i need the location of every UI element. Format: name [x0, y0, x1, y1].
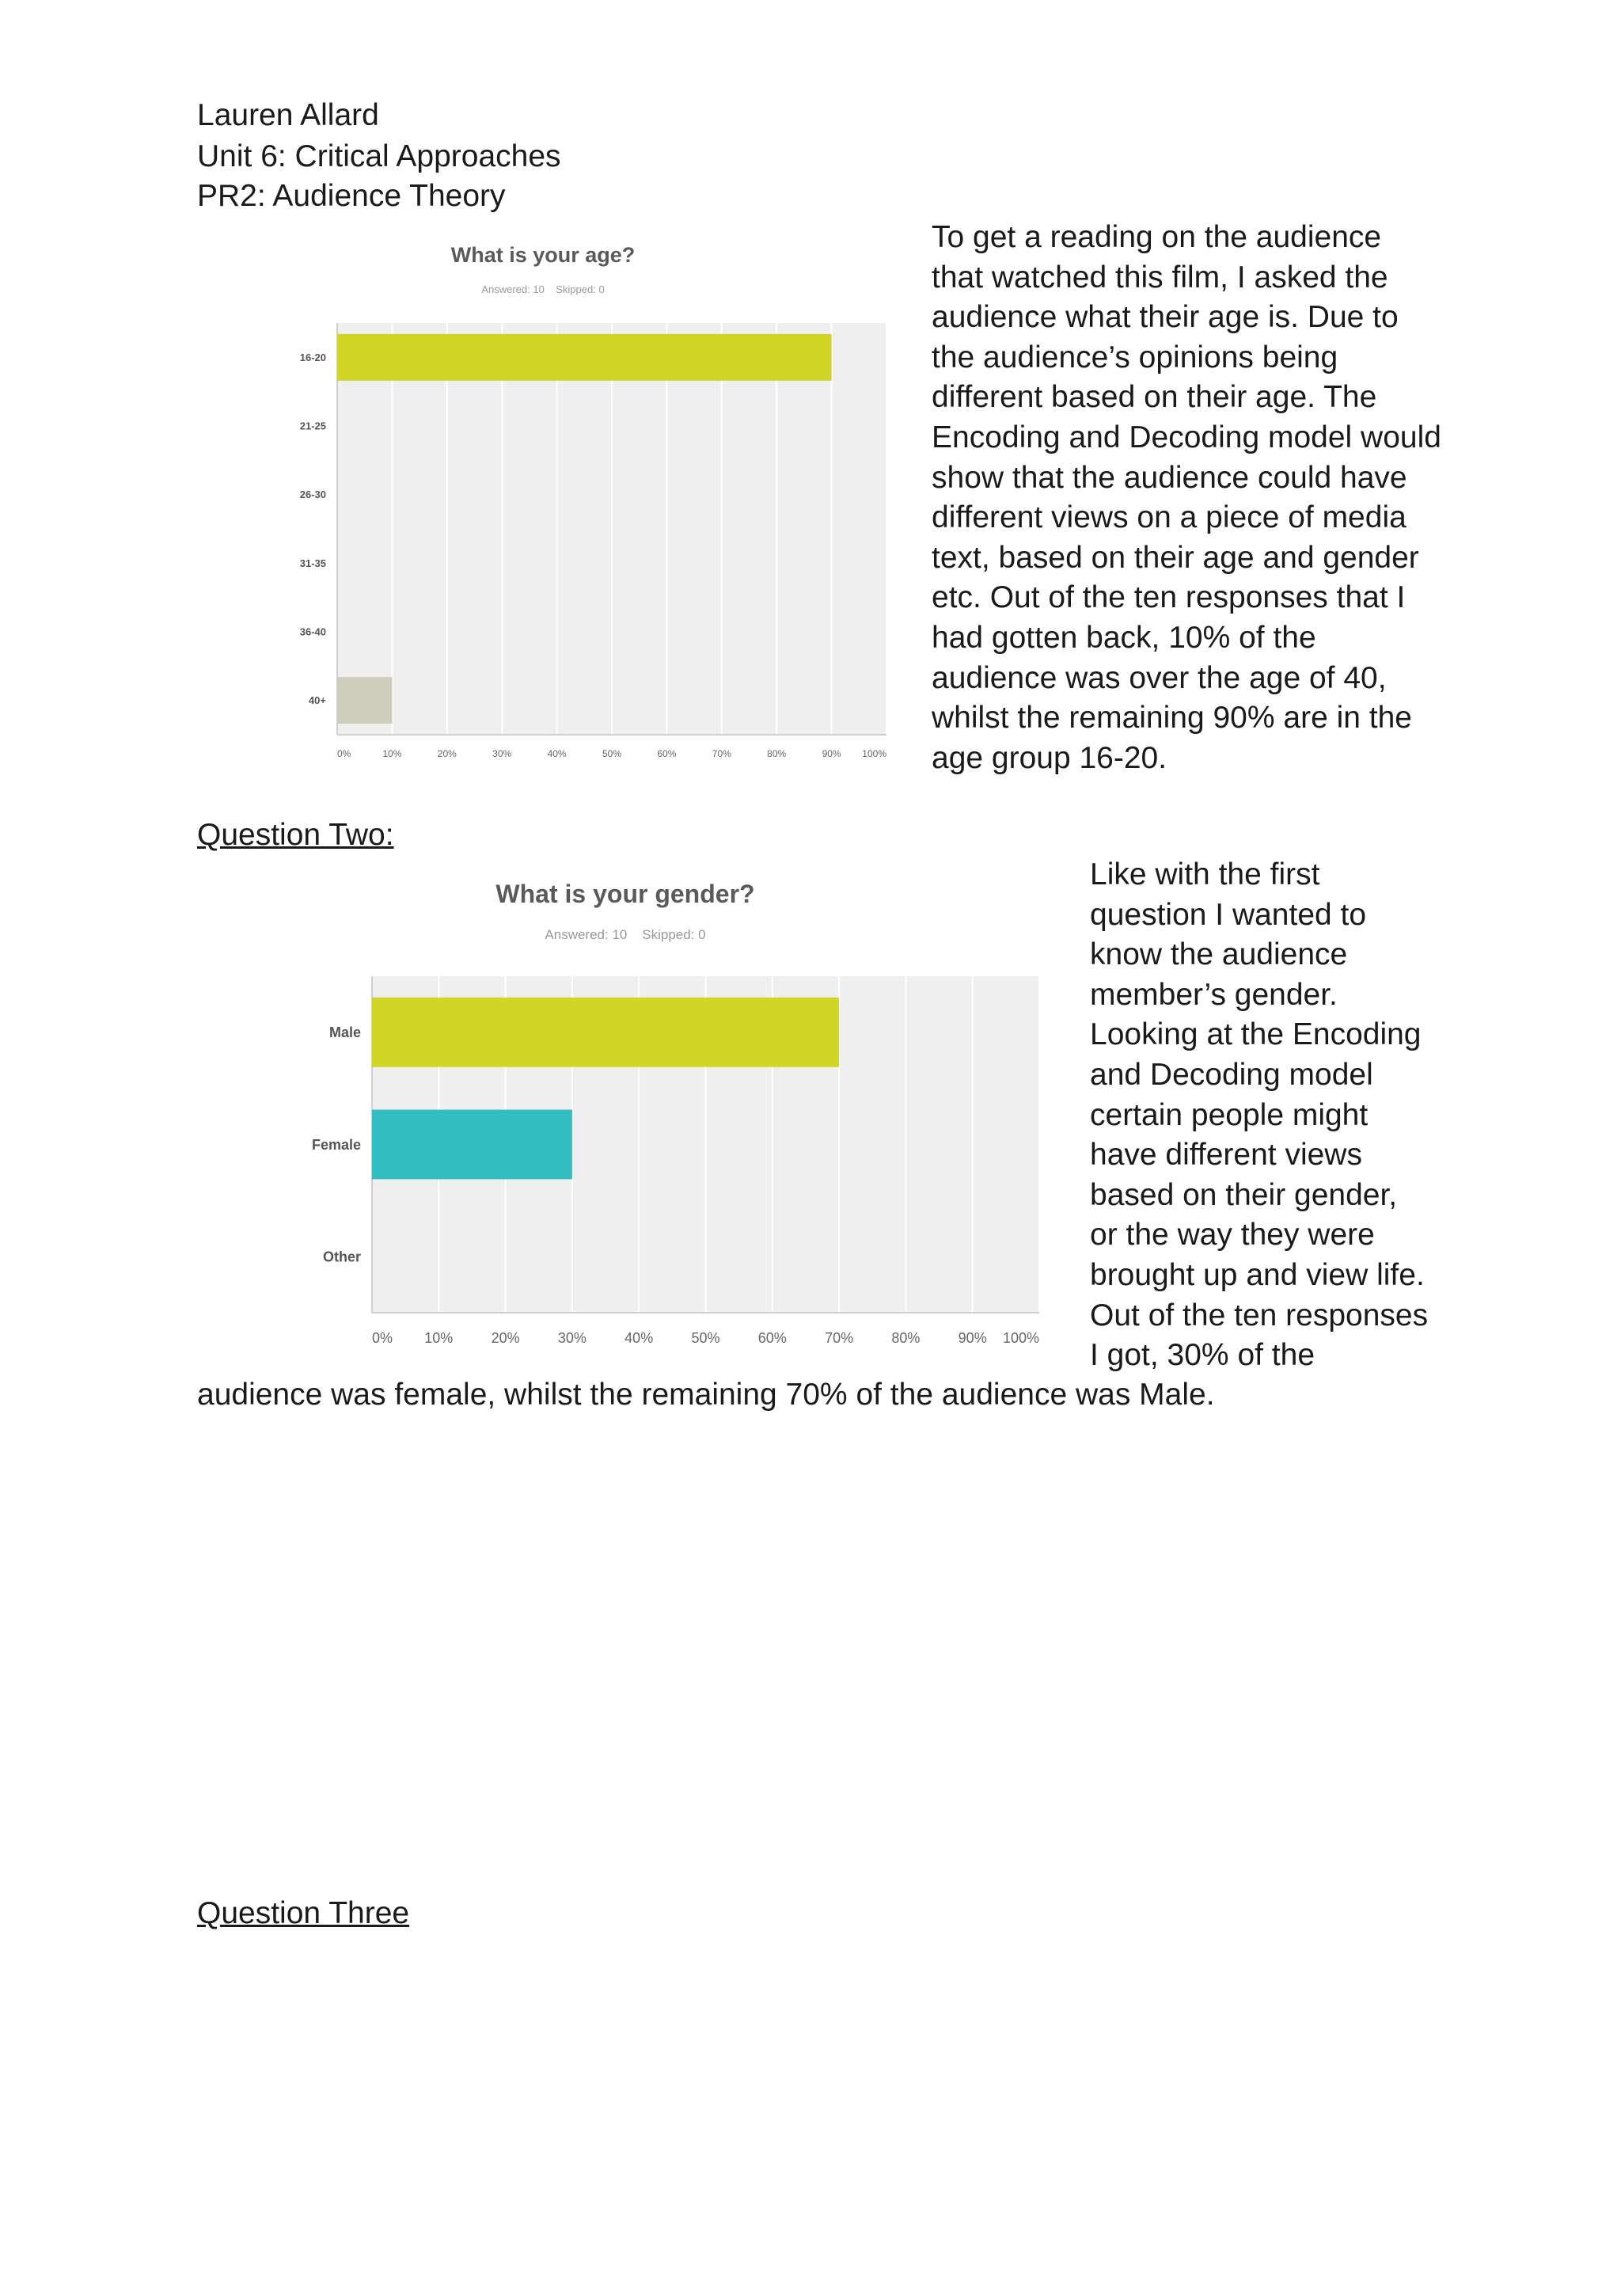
x-tick-label: 100%: [1002, 1330, 1039, 1346]
age-bar-chart: [277, 230, 894, 768]
q2-paragraph-line: Out of the ten responses: [1090, 1298, 1429, 1332]
unit-title: Unit 6: Critical Approaches: [197, 139, 561, 173]
x-tick-label: 50%: [602, 748, 622, 759]
x-tick-label: 90%: [822, 748, 841, 759]
q1-paragraph-line: Encoding and Decoding model would: [932, 420, 1441, 454]
x-tick-label: 100%: [862, 748, 886, 759]
q1-paragraph-line: text, based on their age and gender: [932, 540, 1419, 575]
bar-Male: [372, 998, 839, 1067]
category-label: 36-40: [299, 625, 326, 638]
x-tick-label: 60%: [657, 748, 677, 759]
chart-subtitle: Answered: 10 Skipped: 0: [545, 927, 706, 942]
x-tick-label: 80%: [891, 1330, 921, 1346]
category-label: Female: [311, 1136, 361, 1153]
category-label: 16-20: [299, 351, 326, 363]
chart-title: What is your age?: [450, 243, 636, 267]
q2-paragraph-line: or the way they were: [1090, 1218, 1375, 1253]
q2-paragraph-line: Like with the first: [1090, 857, 1320, 891]
x-tick-label: 0%: [337, 748, 351, 759]
q1-paragraph-line: that watched this film, I asked the: [932, 260, 1388, 295]
q2-paragraph-line: question I wanted to: [1090, 897, 1367, 932]
x-tick-label: 0%: [372, 1330, 393, 1346]
q1-paragraph-line: etc. Out of the ten responses that I: [932, 580, 1406, 615]
bar-Female: [372, 1110, 572, 1180]
x-tick-label: 10%: [424, 1330, 454, 1346]
category-label: 21-25: [299, 420, 326, 432]
q1-paragraph: [932, 218, 1441, 778]
x-tick-label: 10%: [382, 748, 402, 759]
x-tick-label: 20%: [491, 1330, 520, 1346]
x-tick-label: 90%: [958, 1330, 987, 1346]
q2-paragraph-line: member’s gender.: [1090, 977, 1338, 1012]
x-tick-label: 40%: [624, 1330, 654, 1346]
q2-paragraph-line: know the audience: [1090, 937, 1348, 972]
category-label: Male: [328, 1024, 361, 1041]
q2-paragraph: [1090, 855, 1596, 1376]
bar-40+: [337, 677, 392, 724]
q2-paragraph-line: based on their gender,: [1090, 1177, 1398, 1212]
q2-paragraph-tail: audience was female, whilst the remaining 70% of the audience was Male.: [197, 1378, 1215, 1412]
q2-paragraph-line: I got, 30% of the: [1090, 1338, 1315, 1373]
gender-bar-chart: [301, 875, 1045, 1358]
x-tick-label: 70%: [712, 748, 731, 759]
x-tick-label: 30%: [492, 748, 512, 759]
q1-paragraph-line: different based on their age. The: [932, 380, 1377, 415]
q1-paragraph-line: the audience’s opinions being: [932, 340, 1338, 374]
question-three-heading: Question Three: [197, 1896, 410, 1930]
chart-title: What is your gender?: [495, 880, 755, 908]
category-label: 40+: [308, 694, 326, 707]
bar-16-20: [337, 334, 832, 381]
author-name: Lauren Allard: [197, 98, 379, 132]
category-label: 26-30: [299, 488, 326, 501]
q2-paragraph-line: certain people might: [1090, 1097, 1369, 1132]
q1-paragraph-line: audience what their age is. Due to: [932, 300, 1399, 335]
q1-paragraph-line: show that the audience could have: [932, 460, 1407, 495]
x-tick-label: 40%: [547, 748, 567, 759]
chart-svg: [301, 875, 1045, 1358]
x-tick-label: 50%: [691, 1330, 720, 1346]
q2-paragraph-line: brought up and view life.: [1090, 1257, 1425, 1292]
q2-paragraph-line: Looking at the Encoding: [1090, 1017, 1422, 1052]
project-title: PR2: Audience Theory: [197, 179, 506, 213]
q1-paragraph-line: age group 16-20.: [932, 740, 1167, 775]
chart-subtitle: Answered: 10 Skipped: 0: [481, 283, 605, 295]
q1-paragraph-line: whilst the remaining 90% are in the: [932, 701, 1412, 736]
q2-paragraph-line: have different views: [1090, 1138, 1362, 1173]
x-tick-label: 80%: [767, 748, 787, 759]
x-tick-label: 20%: [437, 748, 457, 759]
q1-paragraph-line: had gotten back, 10% of the: [932, 620, 1316, 655]
q1-paragraph-line: different views on a piece of media: [932, 500, 1407, 535]
question-two-heading: Question Two:: [197, 818, 394, 852]
category-label: Other: [322, 1249, 361, 1265]
x-tick-label: 30%: [557, 1330, 587, 1346]
q1-paragraph-line: To get a reading on the audience: [932, 220, 1382, 254]
q1-paragraph-line: audience was over the age of 40,: [932, 660, 1387, 695]
chart-svg: [277, 230, 894, 768]
q2-paragraph-line: and Decoding model: [1090, 1057, 1373, 1092]
x-tick-label: 70%: [825, 1330, 854, 1346]
category-label: 31-35: [299, 557, 326, 569]
x-tick-label: 60%: [757, 1330, 787, 1346]
